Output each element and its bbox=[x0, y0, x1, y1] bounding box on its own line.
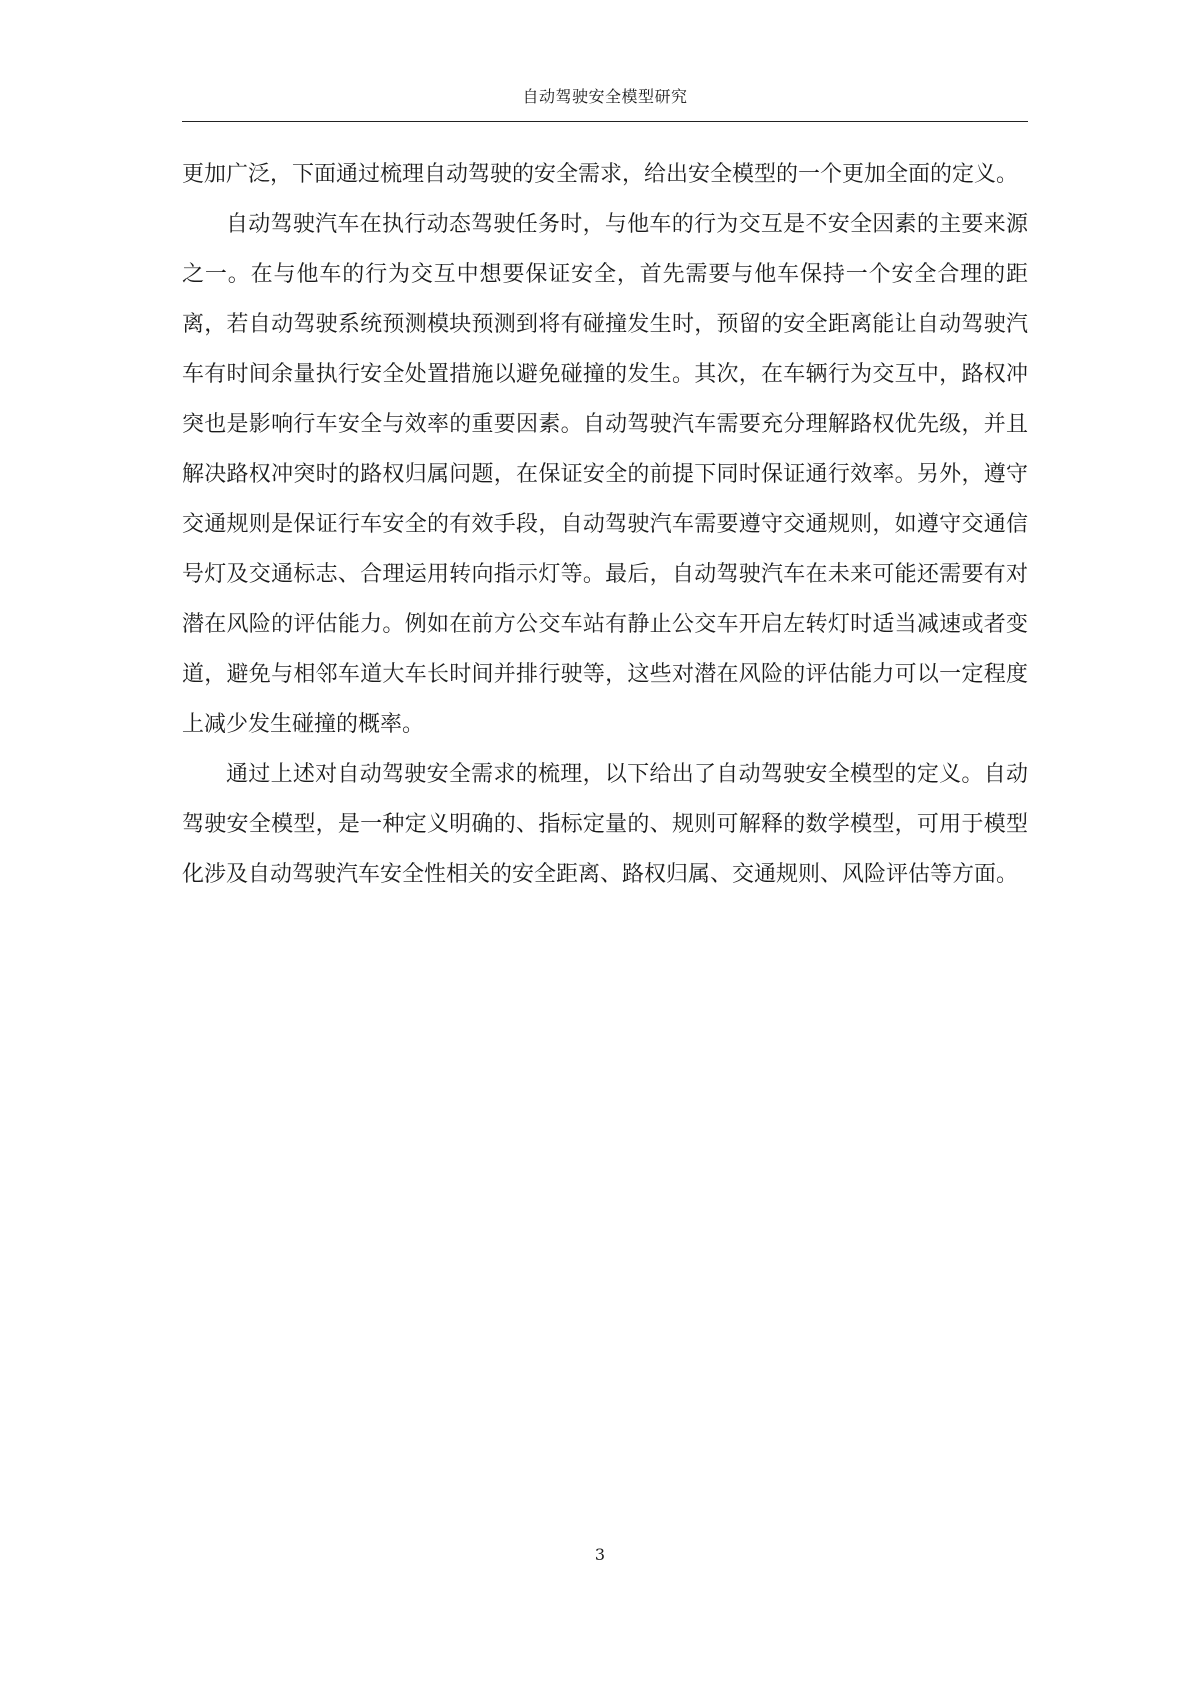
paragraph-safety-requirements: 自动驾驶汽车在执行动态驾驶任务时，与他车的行为交互是不安全因素的主要来源之一。在与他车的行为交互中想要保证安全，首先需要与他车保持一个安全合理的距离，若自动驾驶系统预测模块预测到将有碰撞发生时，预留的安全距离能让自动驾驶汽车有时间余量执行安全处置措施以避免碰撞的发生。其次，在车辆行为交互中，路权冲突也是影响行车安全与效率的重要因素。自动驾驶汽车需要充分理解路权优先级，并且解决路权冲突时的路权归属问题，在保证安全的前提下同时保证通行效率。另外，遵守交通规则是保证行车安全的有效手段，自动驾驶汽车需要遵守交通规则，如遵守交通信号灯及交通标志、合理运用转向指示灯等。最后，自动驾驶汽车在未来可能还需要有对潜在风险的评估能力。例如在前方公交车站有静止公交车开启左转灯时适当减速或者变道，避免与相邻车道大车长时间并排行驶等，这些对潜在风险的评估能力可以一定程度上减少发生碰撞的概率。 bbox=[182, 212, 1028, 737]
paragraph-continuation: 更加广泛，下面通过梳理自动驾驶的安全需求，给出安全模型的一个更加全面的定义。 bbox=[182, 162, 1019, 187]
body-text bbox=[182, 150, 1028, 900]
paragraph-safety-model-definition: 通过上述对自动驾驶安全需求的梳理，以下给出了自动驾驶安全模型的定义。自动驾驶安全模型，是一种定义明确的、指标定量的、规则可解释的数学模型，可用于模型化涉及自动驾驶汽车安全性相关的安全距离、路权归属、交通规则、风险评估等方面。 bbox=[182, 762, 1028, 887]
page-number: 3 bbox=[594, 1545, 606, 1564]
header-divider bbox=[182, 121, 1028, 122]
running-header-title: 自动驾驶安全模型研究 bbox=[522, 87, 688, 106]
